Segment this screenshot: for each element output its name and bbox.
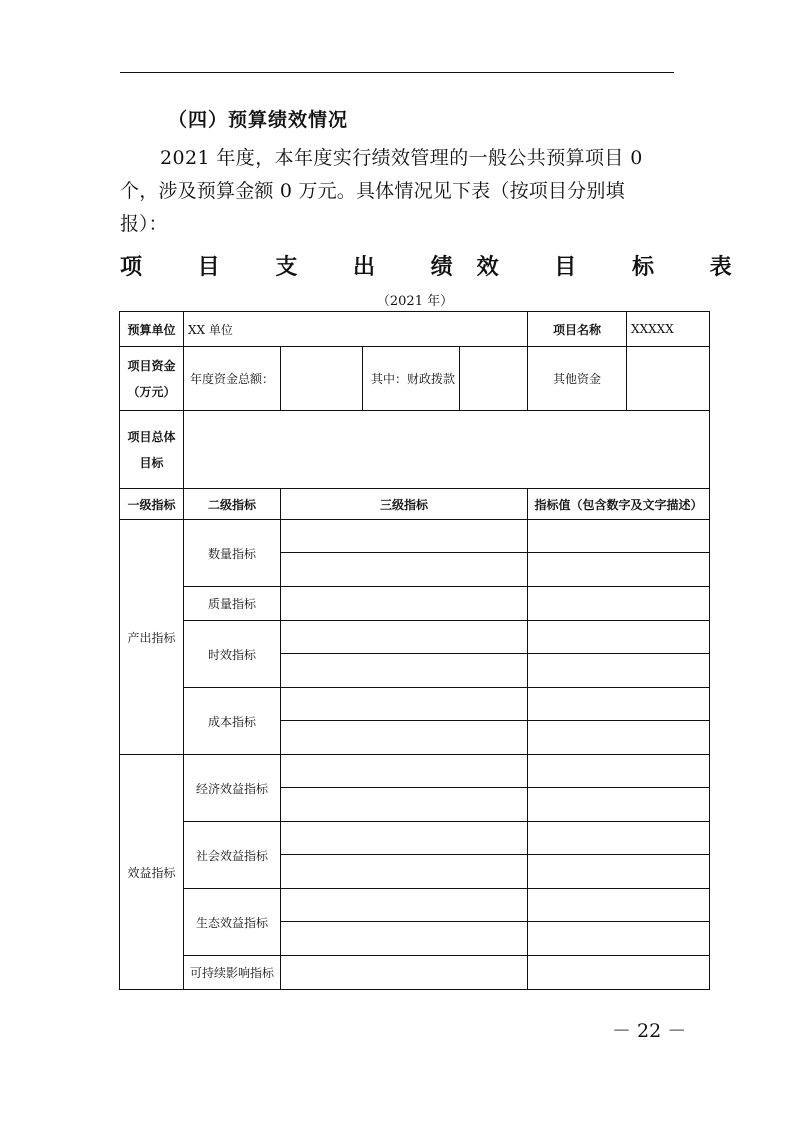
social-benefit-label: 社会效益指标: [184, 822, 281, 889]
value-cell: [528, 855, 710, 889]
header-level2: 二级指标: [184, 489, 281, 520]
budget-unit-label: 预算单位: [120, 312, 184, 347]
level3-cell: [281, 922, 528, 956]
project-name-value: XXXXX: [627, 312, 710, 347]
value-cell: [528, 922, 710, 956]
level3-cell: [281, 688, 528, 721]
level3-cell: [281, 553, 528, 587]
value-cell: [528, 688, 710, 721]
fiscal-allocation-value: [460, 347, 528, 411]
output-indicator-label: 产出指标: [120, 520, 184, 755]
header-rule: [120, 72, 674, 73]
body-paragraph: [120, 142, 676, 241]
header-level3: 三级指标: [281, 489, 528, 520]
annual-total-value: [281, 347, 363, 411]
level3-cell: [281, 721, 528, 755]
project-funds-label: 项目资金（万元）: [120, 347, 184, 411]
value-cell: [528, 621, 710, 654]
section-heading: （四）预算绩效情况: [168, 109, 349, 131]
sustainable-impact-label: 可持续影响指标: [184, 956, 281, 990]
table-year: （2021 年）: [376, 294, 454, 309]
level3-cell: [281, 621, 528, 654]
value-cell: [528, 520, 710, 553]
value-cell: [528, 755, 710, 788]
project-name-label: 项目名称: [528, 312, 627, 347]
page-number: － 22 －: [612, 1020, 687, 1042]
level3-cell: [281, 855, 528, 889]
timeliness-indicator-label: 时效指标: [184, 621, 281, 688]
other-funds-label: 其他资金: [528, 347, 627, 411]
value-cell: [528, 553, 710, 587]
value-cell: [528, 654, 710, 688]
economic-benefit-label: 经济效益指标: [184, 755, 281, 822]
paragraph-line-3: 报）：: [120, 213, 168, 235]
ecological-benefit-label: 生态效益指标: [184, 889, 281, 956]
value-cell: [528, 889, 710, 922]
overall-goal-value: [184, 411, 710, 489]
header-value: 指标值（包含数字及文字描述）: [528, 489, 710, 520]
level3-cell: [281, 822, 528, 855]
other-funds-value: [627, 347, 710, 411]
level3-cell: [281, 520, 528, 553]
value-cell: [528, 788, 710, 822]
performance-goal-table: [119, 311, 710, 990]
level3-cell: [281, 755, 528, 788]
level3-cell: [281, 889, 528, 922]
overall-goal-label: 项目总体目标: [120, 411, 184, 489]
quality-indicator-label: 质量指标: [184, 587, 281, 621]
annual-total-label: 年度资金总额：: [184, 347, 281, 411]
level3-cell: [281, 654, 528, 688]
cost-indicator-label: 成本指标: [184, 688, 281, 755]
header-level1: 一级指标: [120, 489, 184, 520]
fiscal-allocation-label: 其中：财政拨款: [363, 347, 460, 411]
benefit-indicator-label: 效益指标: [120, 755, 184, 990]
paragraph-line-1: 2021 年度，本年度实行绩效管理的一般公共预算项目 0: [160, 147, 643, 169]
level3-cell: [281, 956, 528, 990]
value-cell: [528, 956, 710, 990]
value-cell: [528, 587, 710, 621]
level3-cell: [281, 587, 528, 621]
budget-unit-value: XX 单位: [184, 312, 528, 347]
paragraph-line-2: 个，涉及预算金额 0 万元。具体情况见下表（按项目分别填: [120, 180, 625, 202]
table-title: 项 目 支 出 绩效 目 标 表: [120, 254, 756, 280]
value-cell: [528, 822, 710, 855]
quantity-indicator-label: 数量指标: [184, 520, 281, 587]
value-cell: [528, 721, 710, 755]
level3-cell: [281, 788, 528, 822]
